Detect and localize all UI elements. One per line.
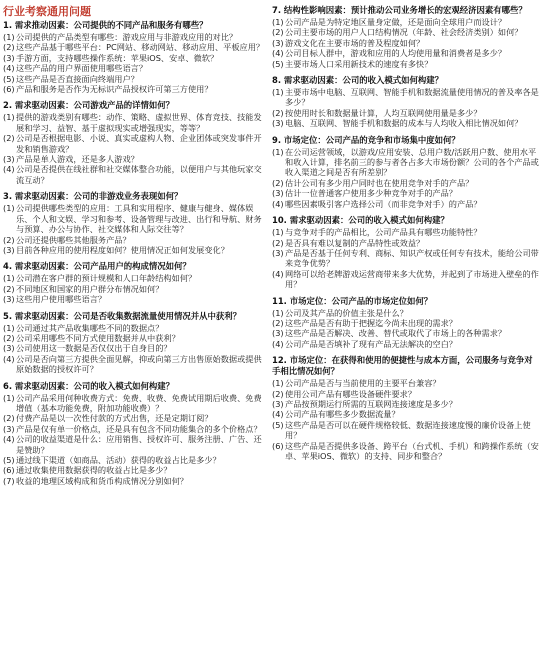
question-text: 手游方面，支持哪些操作系统：苹果iOS、安卓、微软？ [16,52,219,63]
question-item [3,455,265,465]
question-number: (4) [3,353,15,364]
question-text: 公司及其产品的价值主张是什么？ [285,307,408,318]
question-item [272,199,540,209]
question-item [272,227,540,237]
question-number: (3) [3,343,15,354]
question-item [3,32,265,42]
question-item [3,434,265,455]
section-title: 12. 市场定位：在获得和使用的便捷性与成本方面，公司服务与竞争对手相比情况如何？ [272,355,533,377]
question-number: (3) [3,423,15,434]
question-number: (3) [3,154,15,165]
question-number: (2) [272,388,284,399]
question-number: (1) [3,322,15,333]
question-section [272,215,540,289]
question-text: 哪些因素吸引客户选择公司（而非竞争对手）的产品？ [285,198,482,209]
question-number: (4) [272,48,284,59]
question-text: 通过收集使用数据获得的收益占比是多少？ [16,465,172,476]
question-text: 公司是否向第三方提供全面见解，抑或向第三方出售原始数据或提供原始数据的授权许可？ [16,353,262,375]
question-text: 公司是否根据电影、小说、真实或虚构人物、企业团体或突发事件开发和销售游戏？ [16,133,262,154]
question-item [3,235,265,245]
right-column [272,5,540,467]
question-text: 提供的游戏类别有哪些：动作、策略、虚拟世界、体育竞技、技能发展和学习、益智、基于虚拟现实或增强现实，等等？ [16,112,262,133]
question-text: 网络可以给老牌游戏运营商带来多大优势，并起到了市场进入壁垒的作用？ [285,268,539,290]
question-item [272,87,540,108]
page-title: 行业考察通用问题 [3,5,91,18]
question-text: 公司产品是否填补了现有产品无法解决的空白？ [285,338,457,349]
question-item [272,178,540,188]
question-text: 公司使用这一数据是否仅仅出于自身目的？ [16,343,172,354]
question-item [272,118,540,128]
question-text: 在公司运营领域，以游戏/应用安装、总用户数/活跃用户数、使用水平和收入计算，排名前三的参与者各占多大市场份额？公司的各个产品或收入渠道之间是否有所差别？ [285,146,539,178]
question-number: (1) [3,32,15,42]
question-number: (3) [272,247,284,258]
section-title: 3. 需求驱动因素：公司的非游戏业务表现如何？ [3,191,183,202]
question-item [3,245,265,255]
question-number: (2) [3,413,15,424]
question-item [3,284,265,294]
question-text: 公司产品有哪些多少数据流量？ [285,409,400,420]
question-number: (4) [272,409,284,420]
question-number: (5) [272,419,284,430]
question-text: 产品按预期运行所需的互联网连接速度是多少？ [285,398,457,409]
question-item [272,248,540,269]
question-text: 这些产品是否解决、改善、替代或取代了市场上的各种需求？ [285,328,507,339]
question-item [3,164,265,185]
question-number: (3) [3,52,15,63]
question-item [3,294,265,304]
question-item [3,84,265,94]
question-text: 公司还提供哪些其他服务产品？ [16,234,131,245]
question-item [3,343,265,353]
question-item [3,323,265,333]
question-text: 这些产品的用户界面使用哪些语言？ [16,63,148,74]
question-number: (3) [272,188,284,199]
question-number: (3) [272,398,284,409]
question-text: 与竞争对手的产品相比，公司产品具有哪些功能特性？ [285,227,482,238]
section-title: 6. 需求驱动因素：公司的收入模式如何构建？ [3,380,175,391]
question-number: (4) [3,164,15,175]
question-item [272,328,540,338]
question-number: (2) [3,283,15,294]
question-number: (4) [3,63,15,74]
question-text: 公司产品是否与当前使用的主要平台兼容？ [285,378,441,389]
question-item [272,308,540,318]
question-number: (3) [3,244,15,255]
question-number: (1) [3,203,15,214]
question-section [3,381,265,487]
question-item [3,154,265,164]
question-text: 不同地区和国家的用户群分布情况如何？ [16,283,164,294]
section-title: 10. 需求驱动因素：公司的收入模式如何构建？ [272,215,449,226]
question-item [3,465,265,475]
question-number: (1) [3,392,15,403]
question-item [3,112,265,133]
question-section [272,355,540,461]
section-title: 7. 结构性影响因素：预计推动公司业务增长的宏观经济因素有哪些？ [272,5,527,15]
question-number: (2) [3,234,15,245]
question-text: 这些产品是否直接面向终端用户？ [16,73,139,84]
section-title: 8. 需求驱动因素：公司的收入模式如何构建？ [272,75,444,86]
question-text: 公司目标人群中，游戏和应用的人均使用量和消费者是多少？ [285,48,507,59]
question-item [272,59,540,69]
question-text: 主要市场中电脑、互联网、智能手机和数据流量使用情况的普及率各是多少？ [285,87,539,108]
section-title: 11. 市场定位：公司产品的市场定位如何？ [272,295,433,306]
question-item [272,269,540,290]
question-number: (3) [272,118,284,129]
question-item [3,63,265,73]
question-item [272,389,540,399]
question-text: 是否具有难以复制的产品特性或效益？ [285,237,425,248]
question-text: 产品是仅有单一价格点，还是具有包含不同功能集合的多个价格点？ [16,423,262,434]
question-text: 公司提供哪些类型的应用：工具和实用程序、健康与健身、媒体娱乐、个人和文娱、学习和参考、设备管理与改进、出行和导航、财务与预算、办公与协作、社交媒体和人际交往等？ [16,203,262,235]
question-section [3,20,265,94]
question-number: (6) [3,84,15,95]
question-number: (5) [3,455,15,465]
right-question-list [272,5,540,461]
question-number: (4) [272,338,284,349]
question-number: (3) [272,37,284,48]
question-text: 这些产品是否可以在硬件规格较低、数据连接速度慢的廉价设备上使用？ [285,419,531,441]
question-text: 公司的收益渠道是什么：应用销售、授权许可、服务注册、广告、还是赞助？ [16,434,262,455]
question-number: (1) [272,378,284,389]
question-item [3,203,265,234]
question-item [3,273,265,283]
question-item [3,354,265,375]
question-section [272,296,540,350]
question-text: 付费产品是以一次性付款的方式出售，还是定期订阅？ [16,413,213,424]
question-item [272,17,540,27]
question-text: 公司潜在客户群的预计规模和人口年龄结构如何？ [16,273,197,284]
question-number: (4) [3,434,15,445]
question-text: 产品是单人游戏，还是多人游戏？ [16,154,139,165]
question-text: 这些产品是否有助于把握迄今尚未出现的需求？ [285,317,457,328]
question-number: (5) [3,73,15,84]
question-section [272,5,540,69]
question-number: (2) [272,107,284,118]
question-item [3,333,265,343]
question-number: (1) [272,307,284,318]
question-text: 公司产品是为特定地区量身定做，还是面向全球用户而设计？ [285,17,507,27]
question-text: 公司提供的产品类型有哪些：游戏应用与非游戏应用的对比？ [16,32,238,42]
question-text: 通过线下渠道（如商品、活动）获得的收益占比是多少？ [16,455,221,465]
question-number: (2) [3,42,15,53]
question-text: 公司主要市场的用户人口结构情况（年龄、社会经济类别）如何？ [285,27,523,38]
question-number: (6) [272,440,284,451]
question-item [3,393,265,414]
question-number: (4) [272,198,284,209]
question-text: 产品和服务是否作为无标识产品授权许可第三方使用？ [16,84,213,95]
question-item [272,38,540,48]
question-number: (5) [272,58,284,69]
section-title: 2. 需求驱动因素：公司游戏产品的详情如何？ [3,100,175,111]
question-item [272,108,540,118]
question-number: (3) [3,294,15,305]
question-text: 估计一位普通客户使用多少种竞争对手的产品？ [285,188,457,199]
question-item [272,318,540,328]
question-number: (1) [3,273,15,284]
question-text: 使用公司产品有哪些设备硬件要求？ [285,388,417,399]
question-item [3,476,265,486]
question-item [272,409,540,419]
left-column [3,5,265,492]
question-number: (3) [272,328,284,339]
question-section [272,135,540,209]
question-number: (2) [272,177,284,188]
question-number: (2) [272,317,284,328]
question-text: 公司采用哪些不同方式使用数据并从中获利？ [16,332,180,343]
question-text: 收益的地理区域构成和货币构成情况分别如何？ [16,475,188,486]
question-number: (1) [272,146,284,157]
question-item [272,420,540,441]
question-item [272,339,540,349]
question-item [3,53,265,63]
question-text: 主要市场人口采用新技术的速度有多快？ [285,58,433,69]
question-section [3,311,265,375]
question-text: 这些用户使用哪些语言？ [16,294,107,305]
question-item [272,188,540,198]
question-text: 电脑、互联网、智能手机和数据的成本与人均收入相比情况如何？ [285,118,523,129]
question-item [3,42,265,52]
question-number: (1) [272,87,284,98]
question-text: 按使用时长和数据量计算，人均互联网使用量是多少？ [285,107,482,118]
question-text: 公司产品采用何种收费方式：免费、收费、免费试用期后收费、免费增值（基本功能免费，附加功能收费）？ [16,392,262,413]
question-item [3,74,265,84]
question-number: (1) [272,17,284,27]
section-title: 9. 市场定位：公司产品的竞争和市场集中度如何？ [272,134,460,145]
question-text: 产品是否基于任何专利、商标、知识产权或任何专有技术，能给公司带来竞争优势？ [285,247,539,269]
question-item [272,27,540,37]
question-item [272,147,540,178]
question-item [3,133,265,154]
question-number: (2) [272,27,284,38]
question-number: (4) [272,268,284,279]
question-text: 这些产品基于哪些平台：PC网站、移动网站、移动应用、平板应用？ [16,42,265,53]
question-text: 公司是否提供在线社群和社交媒体整合功能，以便用户与其他玩家交流互动？ [16,164,262,185]
question-text: 公司通过其产品收集哪些不同的数据点？ [16,322,164,333]
question-item [272,238,540,248]
question-section [272,75,540,129]
question-text: 游戏文化在主要市场的普及程度如何？ [285,37,425,48]
question-item [3,424,265,434]
section-title: 4. 需求驱动因素：公司产品用户的构成情况如何？ [3,261,191,272]
question-number: (6) [3,465,15,476]
question-section [3,261,265,304]
question-item [272,48,540,58]
question-text: 这些产品是否提供多设备、跨平台（台式机、手机）和跨操作系统（安卓、苹果iOS、微软）的支持、同步和整合？ [285,440,539,461]
question-number: (2) [3,332,15,343]
section-title: 1. 需求推动因素：公司提供的不同产品和服务有哪些？ [3,20,208,30]
question-text: 估计公司有多少用户同时也在使用竞争对手的产品？ [285,177,474,188]
question-item [272,441,540,462]
question-section [3,191,265,255]
question-item [272,378,540,388]
question-number: (1) [3,112,15,123]
question-number: (1) [272,227,284,238]
question-number: (2) [272,237,284,248]
section-title: 5. 需求驱动因素：公司是否收集数据流量使用情况并从中获利？ [3,310,242,321]
question-item [272,399,540,409]
question-number: (7) [3,475,15,486]
left-question-list [3,20,265,486]
question-section [3,100,265,185]
question-item [3,413,265,423]
question-number: (2) [3,133,15,144]
question-text: 目前各种应用的使用程度如何？使用情况正如何发展变化？ [16,244,229,255]
